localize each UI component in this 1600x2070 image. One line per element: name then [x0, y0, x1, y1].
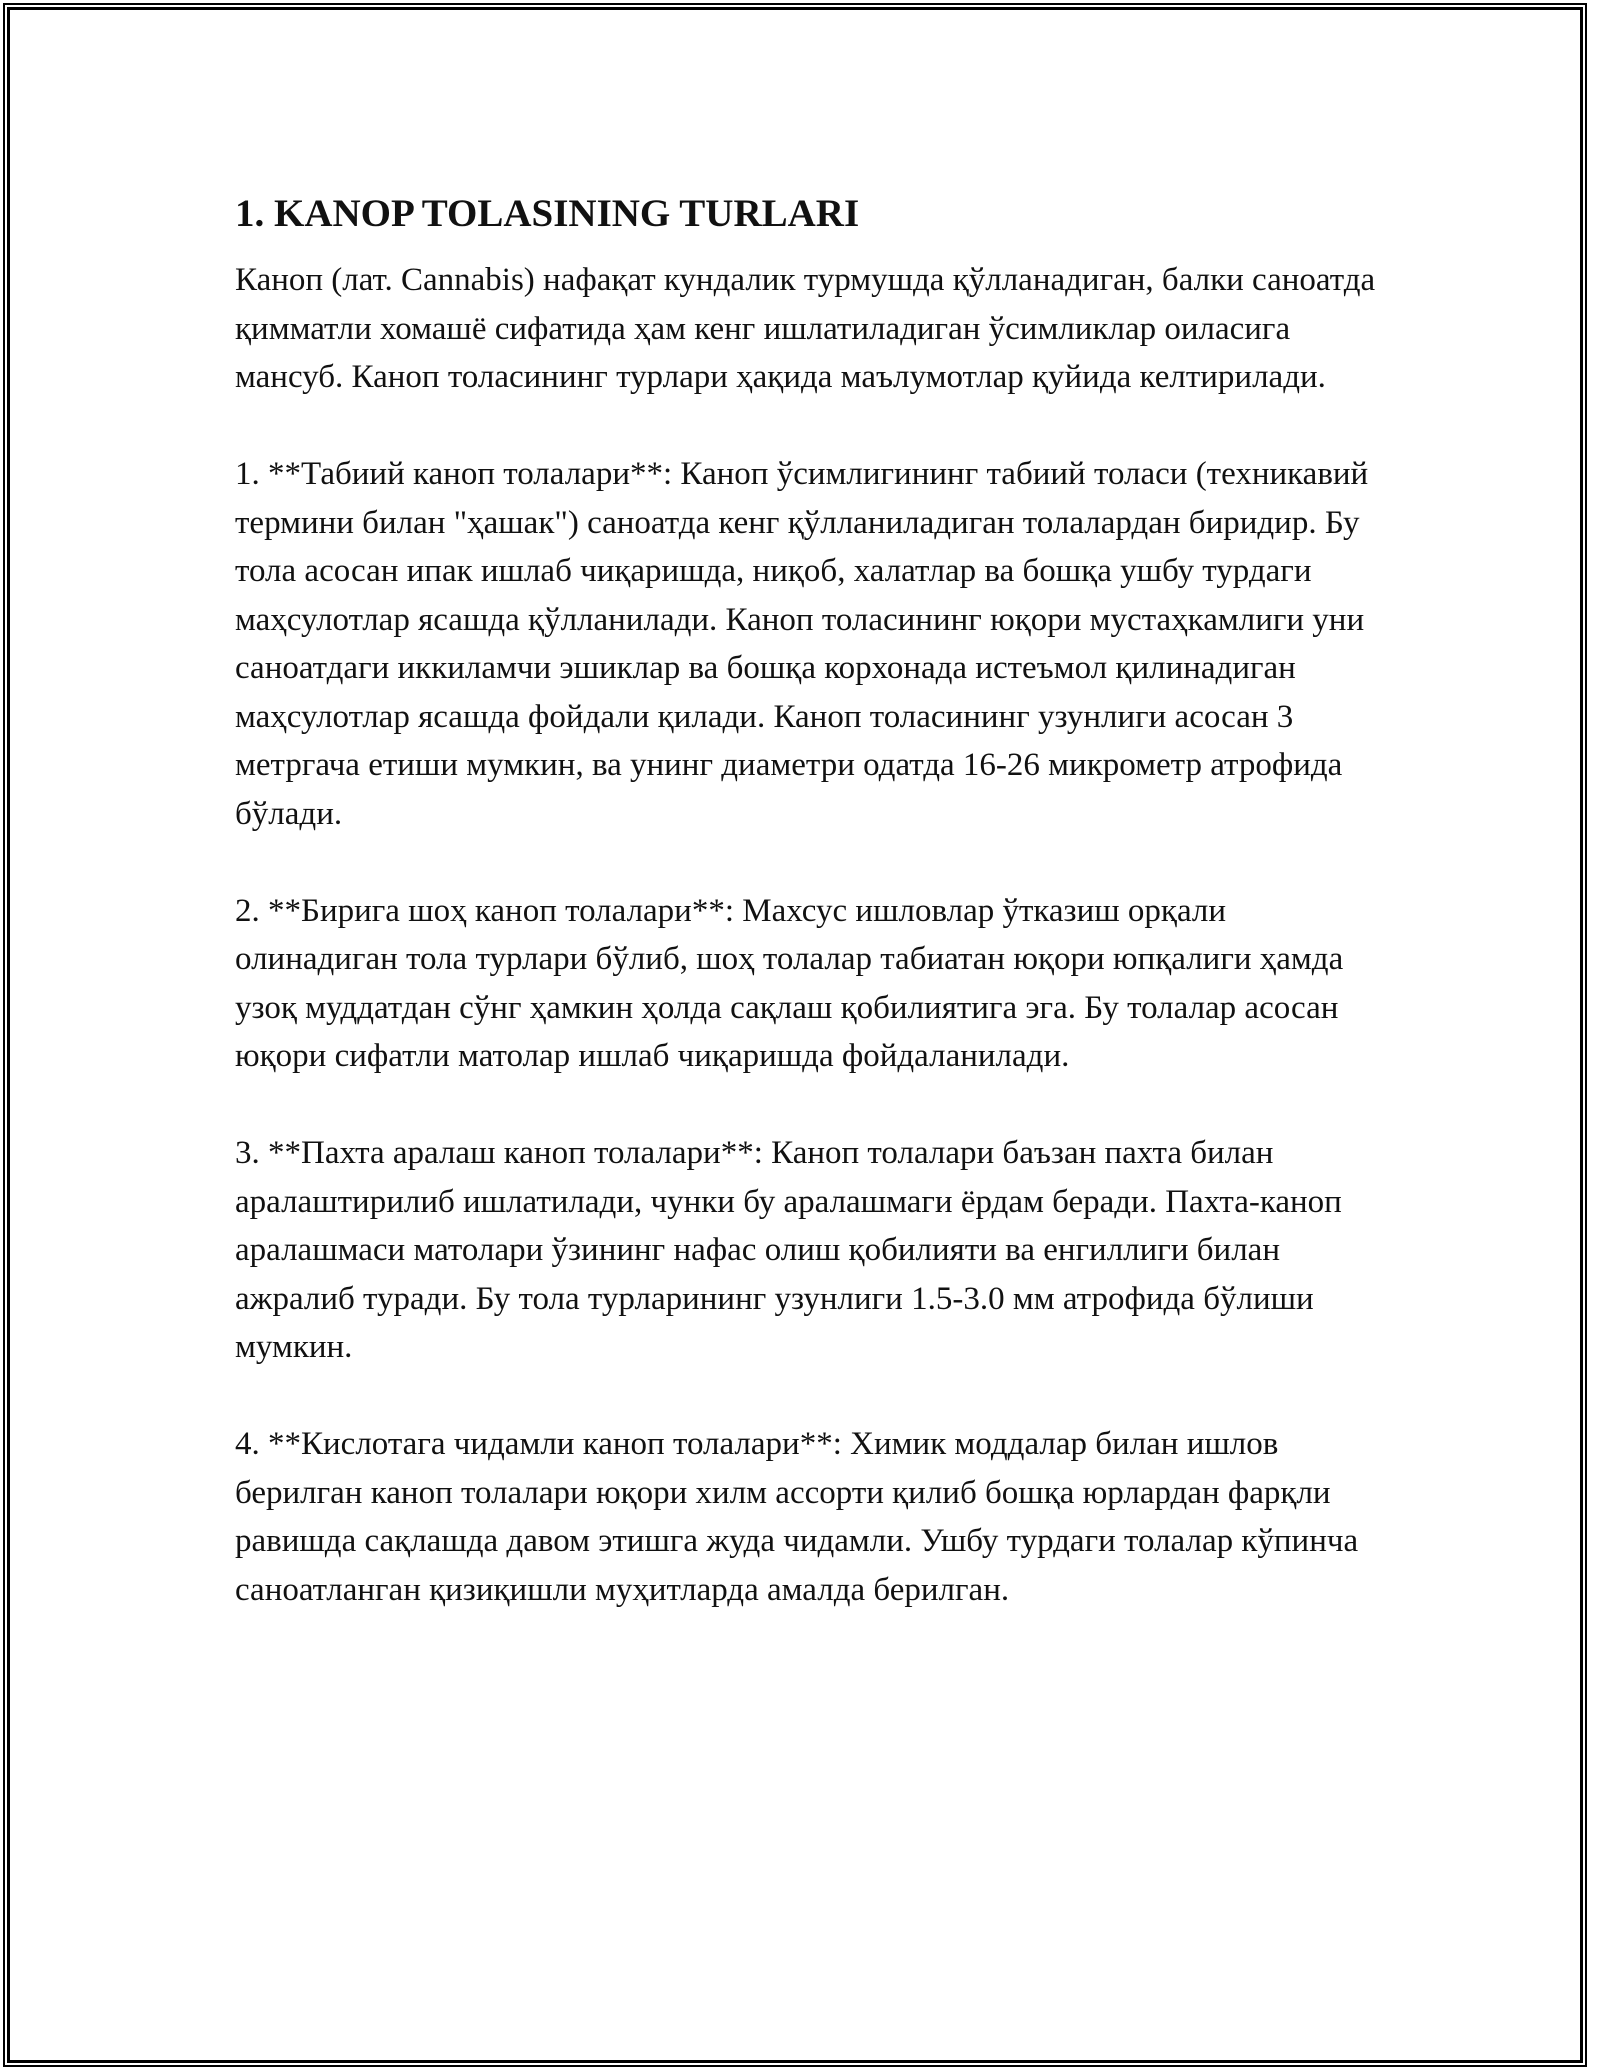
paragraph-natural-fibers: 1. **Табиий каноп толалари**: Каноп ўсимлигининг табиий толаси (техникавий термини билан "ҳашак") саноатда кенг қўлланиладиган толалардан биридир. Бу тола асосан ипак ишлаб чиқаришда, ниқоб, халатлар ва бошқа ушбу турдаги маҳсулотлар ясашда қўлланилади. Каноп толасининг юқори мустаҳкамлиги уни саноатдаги иккиламчи эшиклар ва бошқа корхонада истеъмол қилинадиган маҳсулотлар ясашда фойдали қилади. Каноп толасининг узунлиги асосан 3 метргача етиши мумкин, ва унинг диаметри одатда 16-26 микрометр атрофида бўлади.: [235, 456, 1377, 832]
document-body: [235, 186, 1385, 1663]
paragraph-cotton-blend-fibers: 3. **Пахта аралаш каноп толалари**: Каноп толалари баъзан пахта билан аралаштирилиб ишлатилади, чунки бу аралашмаги ёрдам беради. Пахта-каноп аралашмаси матолари ўзининг нафас олиш қобилияти ва енгиллиги билан ажралиб туради. Бу тола турларининг узунлиги 1.5-3.0 мм атрофида бўлиши мумкин.: [235, 1135, 1351, 1365]
paragraph-acid-resistant-fibers: 4. **Кислотага чидамли каноп толалари**: Химик моддалар билан ишлов берилган каноп толалари юқори хилм ассорти қилиб бошқа юрлардан фарқли равишда сақлашда давом этишга жуда чидамли. Ушбу турдаги толалар кўпинча саноатланган қизиқишли муҳитларда амалда берилган.: [235, 1426, 1367, 1608]
document-title: 1. KANOP TOLASINING TURLARI: [235, 192, 860, 235]
paragraph-intro: Каноп (лат. Cannabis) нафақат кундалик турмушда қўлланадиган, балки саноатда қимматли хомашё сифатида ҳам кенг ишлатиладиган ўсимликлар оиласига мансуб. Каноп толасининг турлари ҳақида маълумотлар қуйида келтирилади.: [235, 262, 1384, 395]
paragraph-branch-fibers: 2. **Бирига шоҳ каноп толалари**: Махсус ишловлар ўтказиш орқали олинадиган тола турлари бўлиб, шоҳ толалар табиатан юқори юпқалиги ҳамда узоқ муддатдан сўнг ҳамкин ҳолда сақлаш қобилиятига эга. Бу толалар асосан юқори сифатли матолар ишлаб чиқаришда фойдаланилади.: [235, 892, 1352, 1074]
